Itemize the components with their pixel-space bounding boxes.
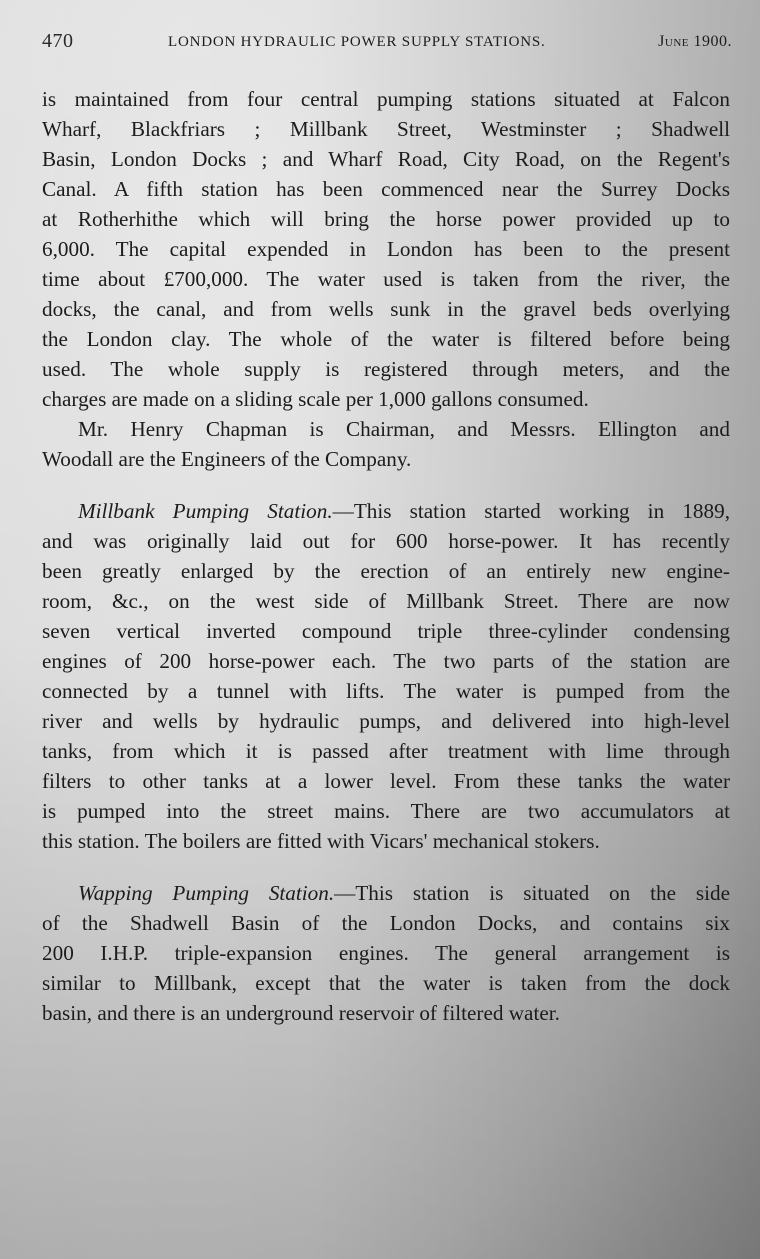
text-line: at Rotherhithe which will bring the horse power provided up to <box>42 207 730 231</box>
text-line: room, &c., on the west side of Millbank Street. There are now <box>42 589 730 613</box>
text-line: Wharf, Blackfriars ; Millbank Street, Westminster ; Shadwell <box>42 117 730 141</box>
text-line: seven vertical inverted compound triple three-cylinder condensing <box>42 619 730 643</box>
text-line: used. The whole supply is registered through meters, and the <box>42 357 730 381</box>
text-line: engines of 200 horse-power each. The two parts of the station are <box>42 649 730 673</box>
text-line: Canal. A fifth station has been commenced near the Surrey Docks <box>42 177 730 201</box>
text-line: similar to Millbank, except that the water is taken from the dock <box>42 971 730 995</box>
text-line: and was originally laid out for 600 horse-power. It has recently <box>42 529 730 553</box>
section-heading-millbank: Millbank Pumping Station. <box>78 499 333 523</box>
text-line: time about £700,000. The water used is taken from the river, the <box>42 267 730 291</box>
text-line: connected by a tunnel with lifts. The water is pumped from the <box>42 679 730 703</box>
body-text <box>42 84 730 1028</box>
text-line: basin, and there is an underground reservoir of filtered water. <box>42 1001 560 1025</box>
running-head <box>42 30 732 60</box>
page-number: 470 <box>42 30 74 52</box>
text-line: filters to other tanks at a lower level. From these tanks the water <box>42 769 730 793</box>
section-heading-wapping: Wapping Pumping Station. <box>78 881 335 905</box>
text-line: tanks, from which it is passed after treatment with lime through <box>42 739 730 763</box>
section-first-line <box>42 878 730 908</box>
section-millbank <box>42 496 730 856</box>
text-line: is pumped into the street mains. There are two accumulators at <box>42 799 730 823</box>
paragraph-stations-overview <box>42 84 730 414</box>
text-line: docks, the canal, and from wells sunk in the gravel beds overlying <box>42 297 730 321</box>
text-line: been greatly enlarged by the erection of an entirely new engine- <box>42 559 730 583</box>
text-line: Mr. Henry Chapman is Chairman, and Messrs. Ellington and <box>78 417 730 441</box>
text-line: of the Shadwell Basin of the London Docks, and contains six <box>42 911 730 935</box>
text-line: Basin, London Docks ; and Wharf Road, City Road, on the Regent's <box>42 147 730 171</box>
text-line: the London clay. The whole of the water is filtered before being <box>42 327 730 351</box>
section-first-line <box>42 496 730 526</box>
running-title: LONDON HYDRAULIC POWER SUPPLY STATIONS. <box>168 34 546 50</box>
text-line: river and wells by hydraulic pumps, and delivered into high-level <box>42 709 730 733</box>
paragraph-company-officers <box>42 414 730 474</box>
section-wapping <box>42 878 730 1028</box>
issue-date: June 1900. <box>658 33 732 50</box>
text-line: 200 I.H.P. triple-expansion engines. The general arrangement is <box>42 941 730 965</box>
text-fragment: —This station started working in 1889, <box>332 499 730 523</box>
text-line: Woodall are the Engineers of the Company. <box>42 447 412 471</box>
text-line: is maintained from four central pumping stations situated at Falcon <box>42 87 730 111</box>
text-line: charges are made on a sliding scale per 1,000 gallons consumed. <box>42 387 589 411</box>
text-line: this station. The boilers are fitted with Vicars' mechanical stokers. <box>42 829 600 853</box>
text-line: 6,000. The capital expended in London has been to the present <box>42 237 730 261</box>
text-fragment: —This station is situated on the side <box>334 881 730 905</box>
